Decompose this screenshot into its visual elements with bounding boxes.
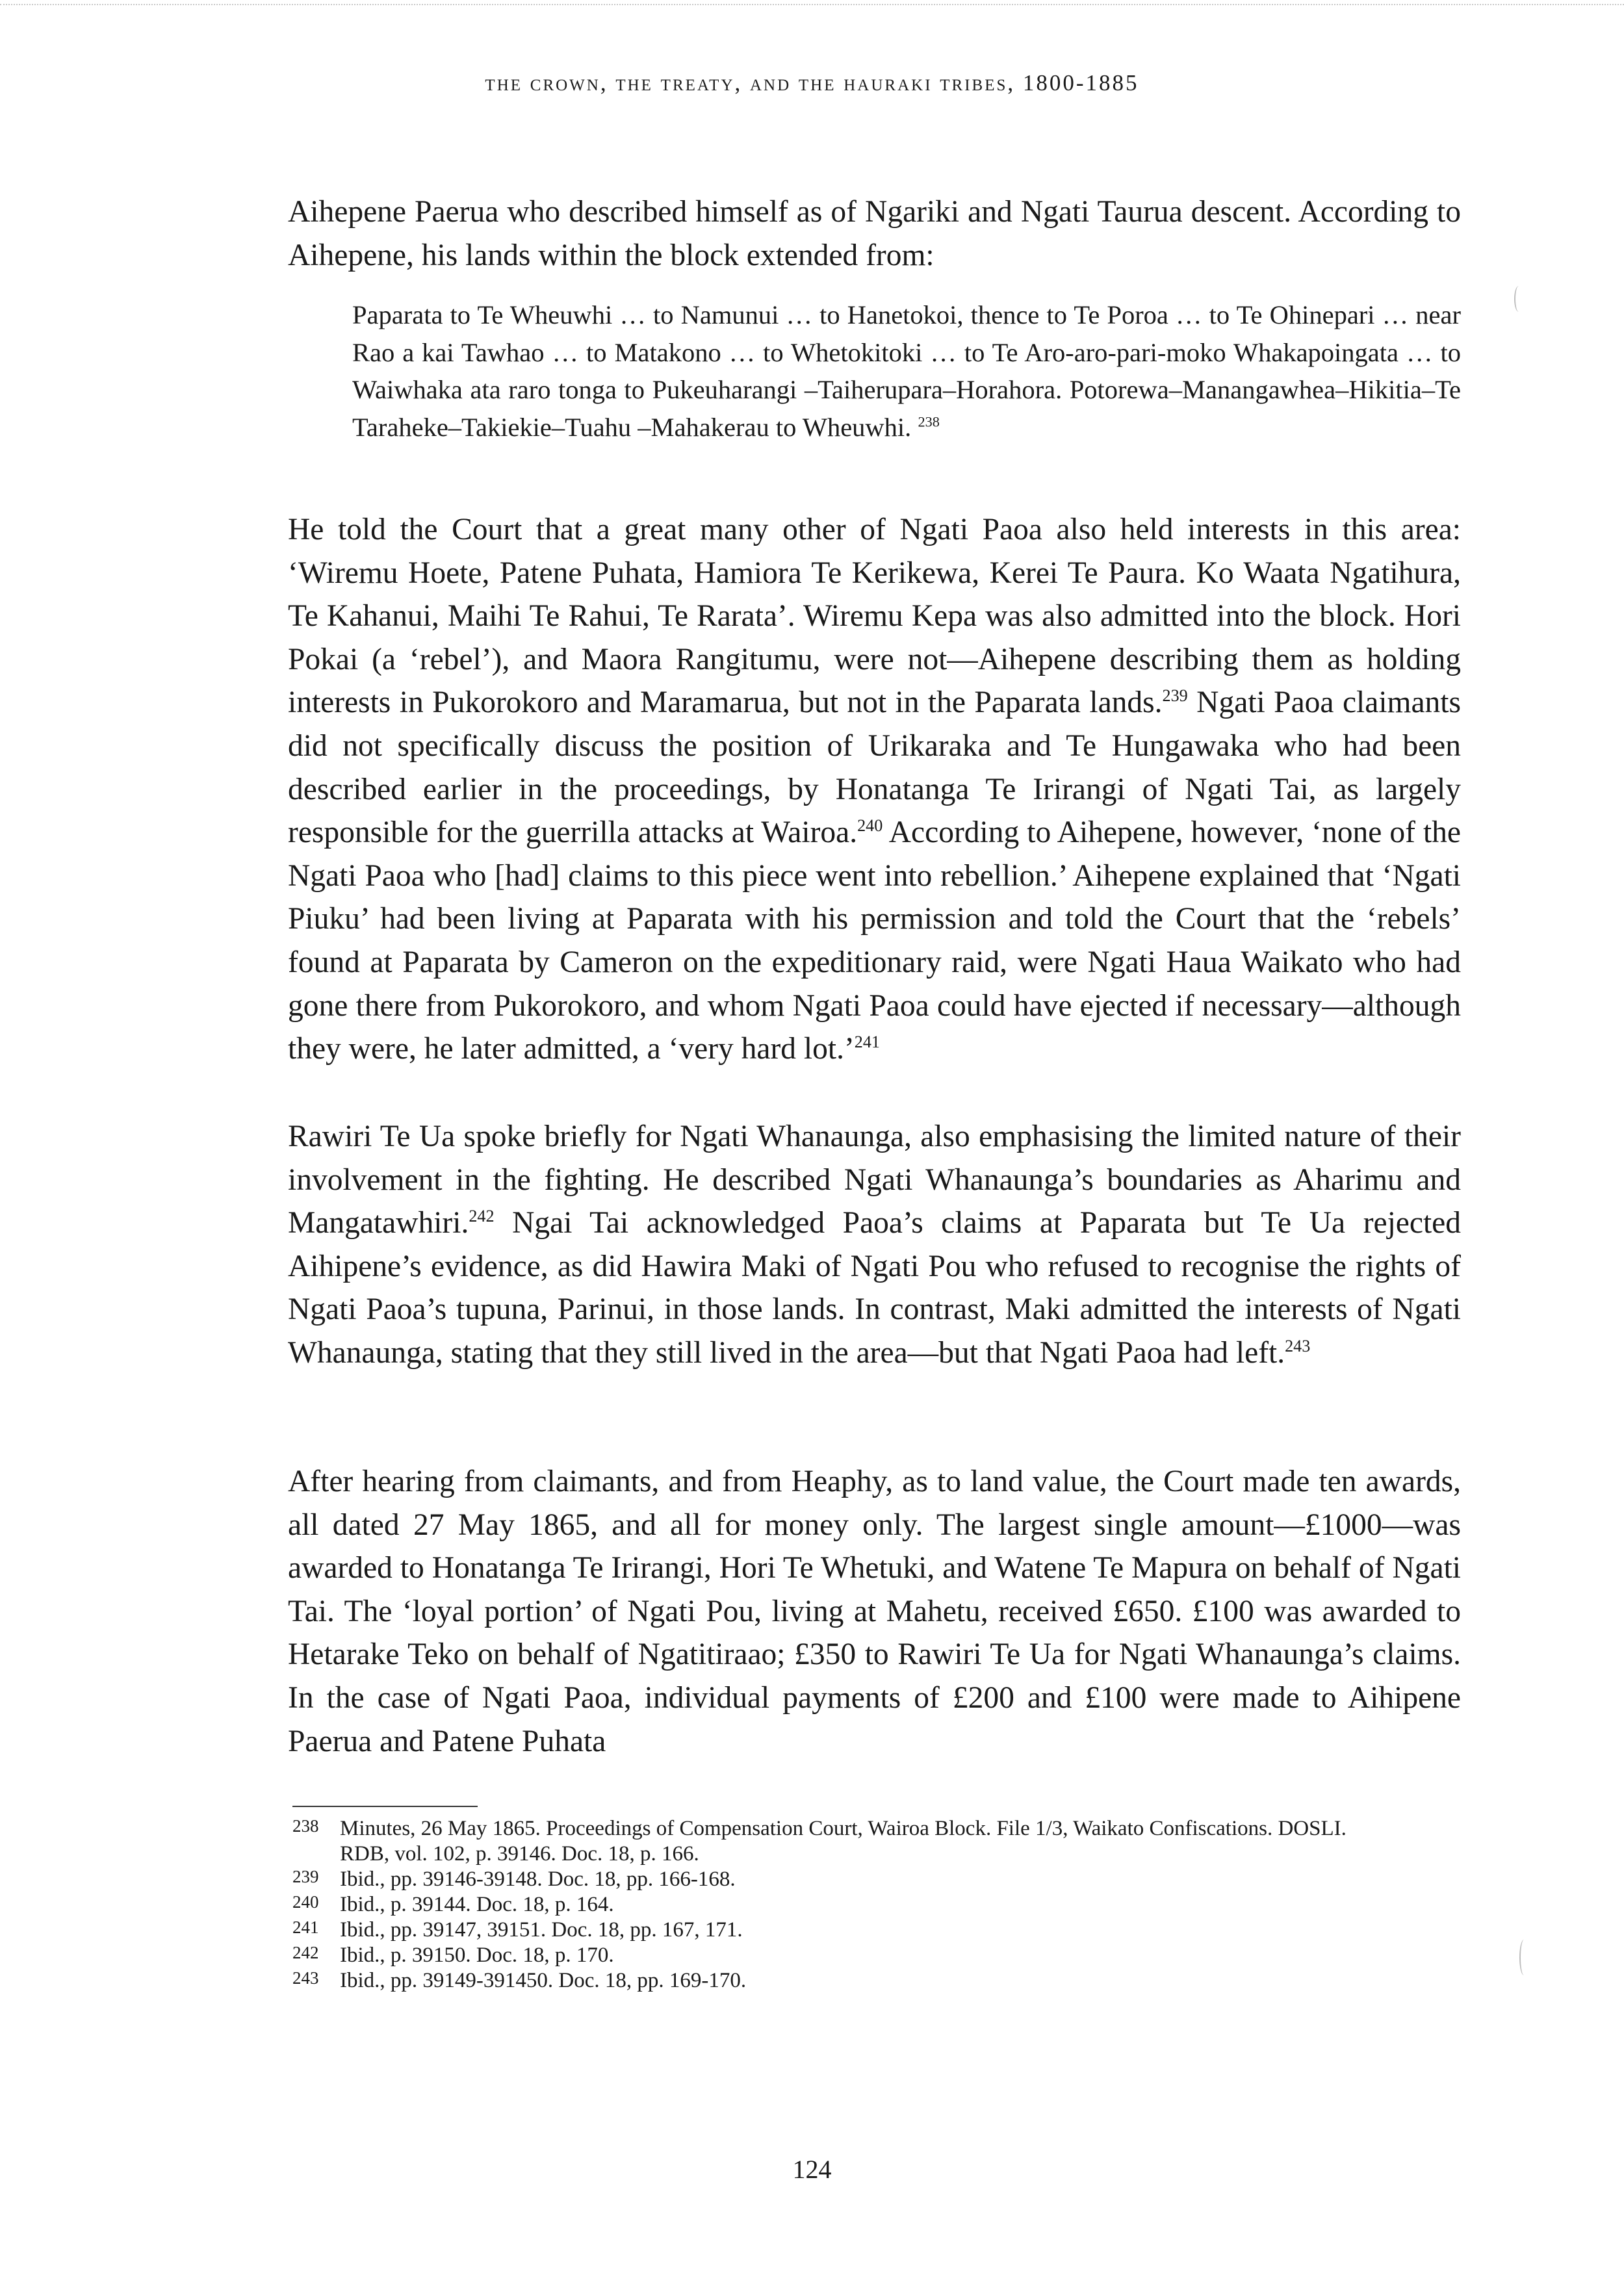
footnote-text: Minutes, 26 May 1865. Proceedings of Compensation Court, Wairoa Block. File 1/3, Waikato Confiscations. DOSLI. RDB, vol. 102, p. 39146. Doc. 18, p. 166.: [340, 1817, 1347, 1866]
footnotes: [292, 1816, 1397, 1994]
footnote-ref: 241: [854, 1033, 880, 1052]
footnote-text: Ibid., p. 39150. Doc. 18, p. 170.: [340, 1944, 614, 1967]
footnote-item: [292, 1968, 1397, 1994]
footnote-number: 239: [292, 1867, 319, 1886]
paragraph-text: Ngai Tai acknowledged Paoa’s claims at Paparata but Te Ua rejected Aihipene’s evidence, as did Hawira Maki of Ngati Pou who refused to recognise the rights of Ngati Paoa’s tupuna, Parinui, in those lands. In contrast, Maki admitted the interests of Ngati Whanaunga, stating that they still lived in the area—but that Ngati Paoa had left.: [288, 1206, 1461, 1370]
footnote-text: Ibid., pp. 39147, 39151. Doc. 18, pp. 167, 171.: [340, 1918, 743, 1942]
footnote-number: 240: [292, 1892, 319, 1912]
footnote-number: 243: [292, 1968, 319, 1988]
footnote-number: 241: [292, 1918, 319, 1937]
scan-margin-mark: [1514, 286, 1523, 312]
footnote-ref: 238: [918, 413, 940, 430]
footnote-ref: 239: [1162, 686, 1188, 706]
footnote-ref: 243: [1285, 1337, 1311, 1356]
footnote-ref: 242: [469, 1207, 495, 1226]
paragraph-text: Rawiri Te Ua spoke briefly for Ngati Whanaunga, also emphasising the limited nature of their involvement in the fighting. He described Ngati Whanaunga’s boundaries as Aharimu and Mangatawhiri.: [288, 1120, 1461, 1240]
running-head: the crown, the treaty, and the hauraki tribes, 1800-1885: [485, 70, 1139, 96]
paragraph-awards: After hearing from claimants, and from Heaphy, as to land value, the Court made ten awards, all dated 27 May 1865, and all for money only. The largest single amount—£1000—was awarded to Honatanga Te Irirangi, Hori Te Whetuki, and Watene Te Mapura on behalf of Ngati Tai. The ‘loyal portion’ of Ngati Pou, living at Mahetu, received £650. £100 was awarded to Hetarake Teko on behalf of Ngatitiraao; £350 to Rawiri Te Ua for Ngati Whanaunga’s claims. In the case of Ngati Paoa, individual payments of £200 and £100 were made to Aihipene Paerua and Patene Puhata: [288, 1465, 1461, 1758]
footnote-ref: 240: [857, 816, 883, 836]
footnote-separator: [292, 1806, 478, 1807]
footnote-item: [292, 1943, 1397, 1968]
paragraph-text: He told the Court that a great many other of Ngati Paoa also held interests in this area: ‘Wiremu Hoete, Patene Puhata, Hamiora Te Kerikewa, Kerei Te Paura. Ko Waata Ngatihura, Te Kahanui, Maihi Te Rahui, Te Rarata’. Wiremu Kepa was also admitted into the block. Hori Pokai (a ‘rebel’), and Maora Rangitumu, were not—Aihepene describing them as holding interests in Pukorokoro and Maramarua, but not in the Paparata lands.: [288, 513, 1461, 720]
footnote-item: [292, 1918, 1397, 1943]
top-border: [0, 0, 1624, 5]
footnote-item: [292, 1892, 1397, 1918]
footnote-text: Ibid., pp. 39146-39148. Doc. 18, pp. 166-168.: [340, 1867, 736, 1891]
paragraph-ngati-paoa: [288, 508, 1461, 1071]
paragraph-intro: Aihepene Paerua who described himself as of Ngariki and Ngati Taurua descent. According to Aihepene, his lands within the block extended from:: [288, 195, 1461, 272]
footnote-item: [292, 1816, 1397, 1867]
page-number: 124: [792, 2155, 832, 2184]
footnote-text: Ibid., pp. 39149-391450. Doc. 18, pp. 169-170.: [340, 1969, 747, 1992]
footnote-item: [292, 1867, 1397, 1892]
footnote-text: Ibid., p. 39144. Doc. 18, p. 164.: [340, 1893, 614, 1916]
scan-margin-mark: [1519, 1940, 1528, 1975]
block-quote: [352, 296, 1461, 446]
paragraph-text: According to Aihepene, however, ‘none of the Ngati Paoa who [had] claims to this piece went into rebellion.’ Aihepene explained that ‘Ngati Piuku’ had been living at Paparata with his permission and told the Court that the ‘rebels’ found at Paparata by Cameron on the expeditionary raid, were Ngati Haua Waikato who had gone there from Pukorokoro, and whom Ngati Paoa could have ejected if necessary—although they were, he later admitted, a ‘very hard lot.’: [288, 815, 1461, 1066]
footnote-number: 238: [292, 1816, 319, 1836]
footnote-number: 242: [292, 1943, 319, 1962]
block-quote-text: Paparata to Te Wheuwhi … to Namunui … to Hanetokoi, thence to Te Poroa … to Te Ohinepari … near Rao a kai Tawhao … to Matakono … to Whetokitoki … to Te Aro-aro-pari-moko Whakapoingata … to Waiwhaka ata raro tonga to Pukeuharangi –Taiherupara–Horahora. Potorewa–Manangawhea–Hikitia–Te Taraheke–Takiekie–Tuahu –Mahakerau to Wheuwhi.: [352, 300, 1461, 442]
paragraph-ngati-whanaunga: [288, 1115, 1461, 1375]
paragraph-text: Ngati Paoa claimants did not specifically discuss the position of Urikaraka and Te Hungawaka who had been described earlier in the proceedings, by Honatanga Te Irirangi of Ngati Tai, as largely responsible for the guerrilla attacks at Wairoa.: [288, 686, 1461, 850]
